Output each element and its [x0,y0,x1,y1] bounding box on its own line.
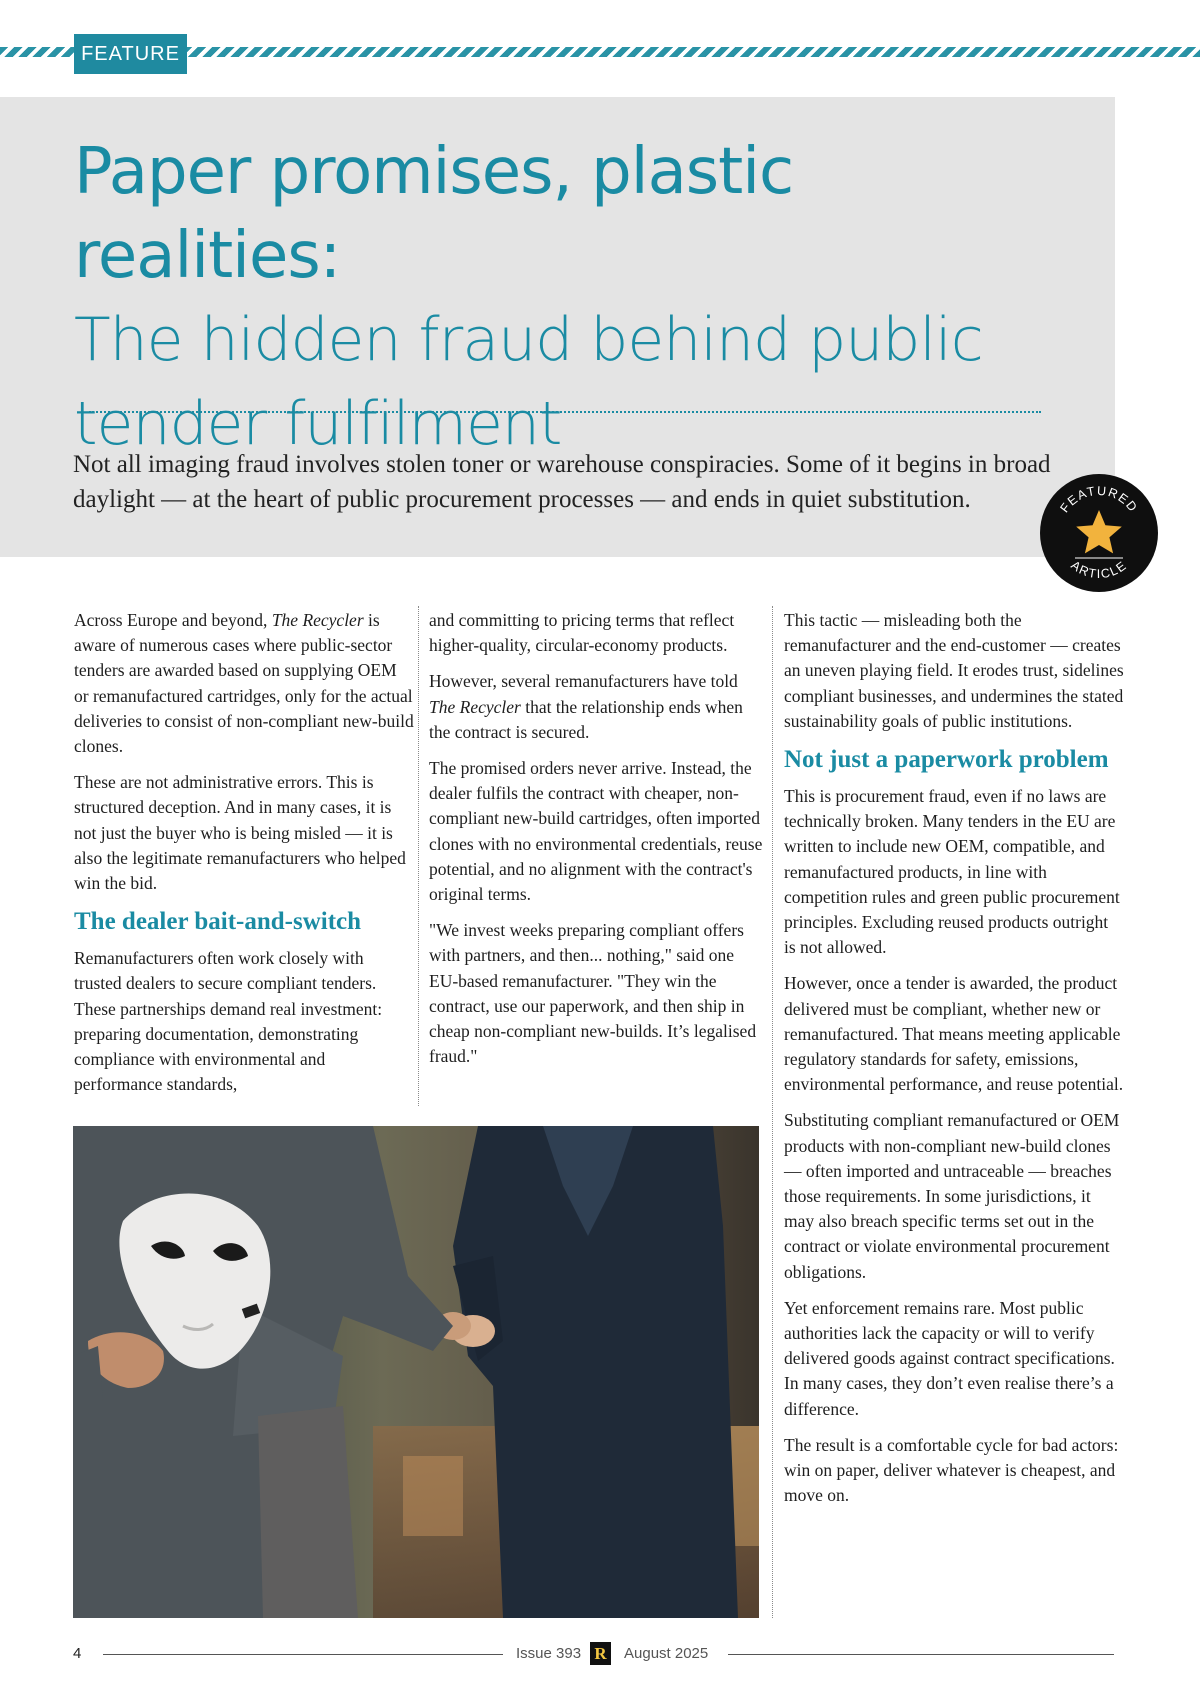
issue-date: August 2025 [624,1645,709,1662]
paragraph [74,608,414,759]
headline-divider [89,411,1041,413]
headline-line-1: Paper promises, plastic realities: [74,135,794,293]
footer-rule-left [103,1654,503,1655]
headline-line-2: The hidden fraud behind public [74,305,983,375]
paragraph: The promised orders never arrive. Instead, the dealer fulfils the contract with cheaper, non-compliant new-build cartridges, often imported clones with no environmental credentials, reuse potential, and no alignment with the contract's original terms. [429,758,763,905]
star-icon [1076,510,1122,553]
paragraph: However, once a tender is awarded, the product delivered must be compliant, whether new or remanufactured. That means meeting applicable regulatory standards for safety, emissions, environmental performance, and reuse potential. [784,973,1124,1095]
publication-name: The Recycler [271,610,364,630]
paragraph: Yet enforcement remains rare. Most public authorities lack the capacity or will to verify delivered goods against contract specifications. In many cases, they don’t even realise there’s a difference. [784,1297,1115,1419]
headline-line-3: tender fulfilment [74,389,562,459]
paragraph: This tactic — misleading both the remanufacturer and the end-customer — creates an uneven playing field. It erodes trust, sidelines compliant businesses, and undermines the stated sustainability goals of public institutions. [784,610,1124,731]
paragraph: These are not administrative errors. This is structured deception. And in many cases, it is not just the buyer who is being misled — it is also the legitimate remanufacturers who helped win the bid. [74,772,406,894]
svg-text:ARTICLE [1068,558,1129,581]
article-column-3 [784,608,1124,1520]
badge-bottom-text: ARTICLE [1068,558,1130,582]
paragraph: Remanufacturers often work closely with trusted dealers to secure compliant tenders. These partnerships demand real investment: preparing documentation, demonstrating compliance with environmental and performance standards, [74,948,383,1095]
paragraph: The result is a comfortable cycle for bad actors: win on paper, deliver whatever is cheapest, and move on. [784,1434,1119,1506]
article-column-2 [429,608,764,1080]
column-divider [772,606,773,1618]
article-column-1 [74,608,414,1108]
standfirst: Not all imaging fraud involves stolen toner or warehouse conspiracies. Some of it begins in broad daylight — at the heart of public procurement processes — and ends in quiet substitution. [73,451,1051,513]
featured-article-badge [1040,474,1158,592]
text-run: that the relationship ends when the contract is secured. [429,696,743,742]
page-footer [0,1640,1200,1670]
text-run: However, several remanufacturers have told [429,671,738,692]
subheading-paperwork-problem: Not just a paperwork problem [784,746,1109,774]
badge-top-text: FEATURED [1057,483,1141,516]
publication-logo-icon: R [590,1642,611,1665]
paragraph: and committing to pricing terms that reflect higher-quality, circular-economy products. [429,610,735,656]
footer-rule-right [728,1654,1114,1655]
text-run: Across Europe and beyond, [74,610,272,630]
paragraph [429,669,764,745]
article-headline [74,130,1074,466]
section-tag: FEATURE [74,34,187,74]
page-number: 4 [73,1645,82,1662]
paragraph: This is procurement fraud, even if no laws are technically broken. Many tenders in the EU are written to include new OEM, compatible, and remanufactured products, in line with competition rules and green public procurement principles. Excluding reused products outright is not allowed. [784,786,1120,958]
text-run: is aware of numerous cases where public-sector tenders are awarded based on supplying OEM or remanufactured cartridges, only for the actual deliveries to consist of non-compliant new-build clones. [74,610,414,757]
quote-paragraph: "We invest weeks preparing compliant offers with partners, and then... nothing," said one EU-based remanufacturer. "They win the contract, use our paperwork, and then ship in cheap non-compliant new-builds. It’s legalised fraud." [429,920,757,1067]
subheading-dealer-bait-and-switch: The dealer bait-and-switch [74,908,362,936]
paragraph: Substituting compliant remanufactured or OEM products with non-compliant new-build clones — often imported and untraceable — breaches those requirements. In some jurisdictions, it may also breach specific terms set out in the contract or violate environmental procurement obligations. [784,1110,1120,1282]
publication-name: The Recycler [429,696,521,717]
issue-number: Issue 393 [516,1645,582,1662]
column-divider [418,606,419,1106]
badge-graphic [1040,474,1158,592]
handshake-mask-illustration [73,1126,759,1618]
article-photo [73,1126,759,1618]
